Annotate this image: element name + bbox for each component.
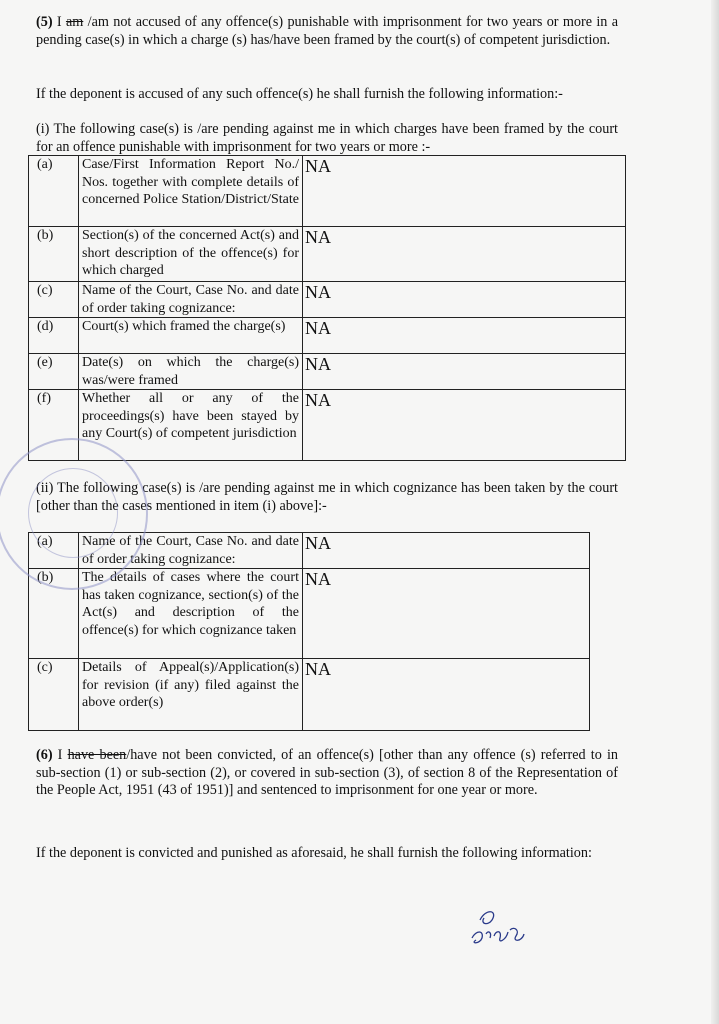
row-label: (c) [29, 659, 79, 731]
row-label: (d) [29, 318, 79, 354]
row-label: (b) [29, 569, 79, 659]
row-value: NA [303, 390, 626, 461]
section-i-heading: (i) The following case(s) is /are pending against me in which charges have been framed by the court for an offence punishable with imprisonment for two years or more :- [36, 121, 618, 155]
row-label: (a) [29, 156, 79, 227]
row-value: NA [303, 227, 626, 282]
convicted-intro: If the deponent is convicted and punished as aforesaid, he shall furnish the following information: [36, 845, 592, 861]
row-label: (e) [29, 354, 79, 390]
row-value: NA [303, 533, 590, 569]
row-description: Case/First Information Report No./ Nos. together with complete details of concerned Police Station/District/State [79, 156, 303, 227]
para6-number: (6) [36, 747, 53, 763]
row-label: (c) [29, 282, 79, 318]
row-value: NA [303, 318, 626, 354]
row-description: Court(s) which framed the charge(s) [79, 318, 303, 354]
page-edge-shadow [711, 0, 719, 1024]
row-value: NA [303, 156, 626, 227]
row-value: NA [303, 659, 590, 731]
para5-struck-text: am [65, 14, 84, 30]
row-label: (a) [29, 533, 79, 569]
row-description: Whether all or any of the proceedings(s) have been stayed by any Court(s) of competent jurisdiction [79, 390, 303, 461]
row-value: NA [303, 354, 626, 390]
para5-i: I [52, 14, 62, 30]
para6-i: I [52, 747, 68, 763]
initials-signature [462, 900, 532, 948]
para5-number: (5) [36, 14, 53, 30]
paragraph-5 [36, 14, 618, 49]
table-row [29, 354, 626, 390]
table-row [29, 659, 590, 731]
para6-body: /have not been convicted, of an offence(s) [other than any offence (s) referred to in sub-section (1) or sub-section (2), or covered in sub-section (3), of section 8 of the Representation of the People Act, 1951 (43 of 1951)] and sentenced to imprisonment for one year or more. [36, 747, 618, 798]
row-description: Section(s) of the concerned Act(s) and short description of the offence(s) for which charged [79, 227, 303, 282]
table-row [29, 282, 626, 318]
row-description: Details of Appeal(s)/Application(s) for revision (if any) filed against the above order(s) [79, 659, 303, 731]
table-row [29, 318, 626, 354]
table-row [29, 156, 626, 227]
row-value: NA [303, 282, 626, 318]
section-ii-heading: (ii) The following case(s) is /are pending against me in which cognizance has been taken by the court [other than the cases mentioned in item (i) above]:- [36, 480, 618, 514]
table-row [29, 227, 626, 282]
row-label: (f) [29, 390, 79, 461]
row-description: Name of the Court, Case No. and date of order taking cognizance: [79, 282, 303, 318]
table-row [29, 390, 626, 461]
table-row [29, 569, 590, 659]
accused-intro: If the deponent is accused of any such offence(s) he shall furnish the following information:- [36, 86, 563, 102]
charges-framed-table [28, 155, 626, 461]
row-label: (b) [29, 227, 79, 282]
paragraph-6 [36, 747, 618, 800]
row-description: Date(s) on which the charge(s) was/were framed [79, 354, 303, 390]
para6-struck-text: have been [67, 747, 127, 763]
stamp-inner-ring [28, 468, 118, 558]
row-value: NA [303, 569, 590, 659]
row-description: The details of cases where the court has taken cognizance, section(s) of the Act(s) and description of the offence(s) for which cognizance taken [79, 569, 303, 659]
para5-body: /am not accused of any offence(s) punishable with imprisonment for two years or more in a pending case(s) in which a charge (s) has/have been framed by the court(s) of competent jurisdiction. [36, 14, 618, 48]
row-description: Name of the Court, Case No. and date of order taking cognizance: [79, 533, 303, 569]
